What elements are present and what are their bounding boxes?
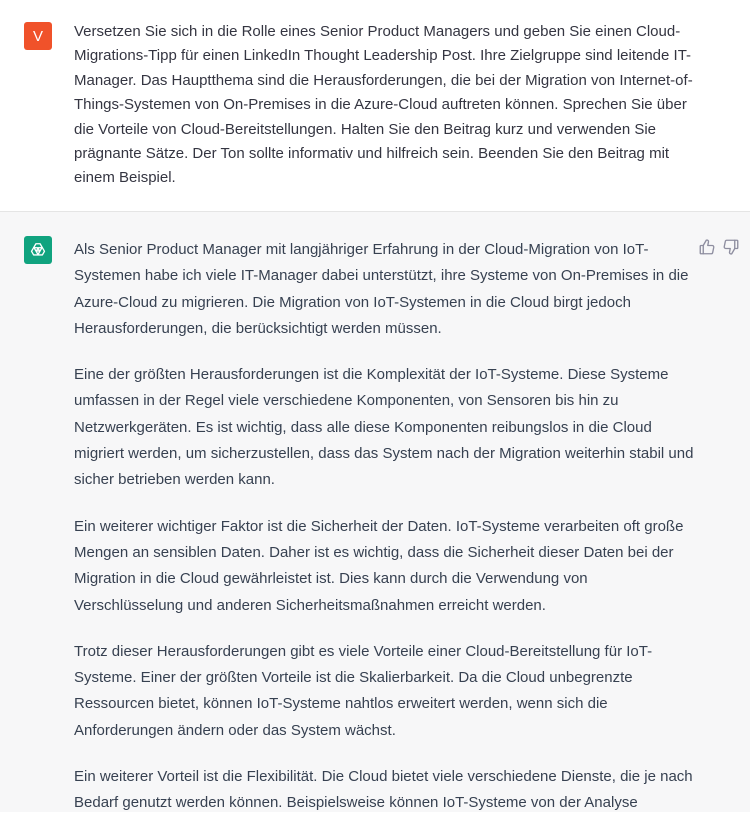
assistant-message (0, 212, 750, 812)
user-message-text: Versetzen Sie sich in die Rolle eines Senior Product Managers und geben Sie einen Cloud-Migrations-Tipp für einen LinkedIn Thought Leadership Post. Ihre Zielgruppe sind leitende IT-Manager. Das Hauptthema sind die Herausforderungen, die bei der Migration von Internet-of-Things-Systemen von On-Premises in die Azure-Cloud auftreten können. Sprechen Sie über die Vorteile von Cloud-Bereitstellungen. Halten Sie den Beitrag kurz und verwenden Sie prägnante Sätze. Der Ton sollte informativ und hilfreich sein. Beenden Sie den Beitrag mit einem Beispiel. (74, 23, 693, 187)
user-message (0, 0, 750, 212)
assistant-paragraph: Trotz dieser Herausforderungen gibt es viele Vorteile einer Cloud-Bereitstellung für IoT-Systeme. Einer der größten Vorteile ist die Skalierbarkeit. Da die Cloud unbegrenzte Ressourcen bietet, können IoT-Systeme nahtlos erweitert werden, wenn sich die Anforderungen ändern oder das System wächst. (74, 642, 653, 739)
feedback-buttons (698, 238, 740, 256)
assistant-paragraph: Ein weiterer wichtiger Faktor ist die Sicherheit der Daten. IoT-Systeme verarbeiten oft große Mengen an sensiblen Daten. Daher ist es wichtig, dass die Sicherheit dieser Daten bei der Migration in die Cloud gewährleistet ist. Dies kann durch die Verwendung von Verschlüsselung und anderen Sicherheitsmaßnahmen erreicht werden. (74, 517, 684, 614)
assistant-paragraph: Ein weiterer Vorteil ist die Flexibilität. Die Cloud bietet viele verschiedene Dienste, die je nach Bedarf genutzt werden können. Beispielsweise können IoT-Systeme von der Analyse (74, 768, 693, 812)
assistant-message-body (74, 237, 694, 837)
thumbs-up-icon[interactable] (698, 238, 716, 256)
user-avatar-letter: V (32, 27, 43, 45)
assistant-paragraph: Als Senior Product Manager mit langjähriger Erfahrung in der Cloud-Migration von IoT-Systemen habe ich viele IT-Manager dabei unterstützt, ihre Systeme von On-Premises in die Azure-Cloud zu migrieren. Die Migration von IoT-Systemen in die Cloud birgt jedoch Herausforderungen, die berücksichtigt werden müssen. (74, 241, 689, 337)
assistant-paragraph: Eine der größten Herausforderungen ist die Komplexität der IoT-Systeme. Diese Systeme umfassen in der Regel viele verschiedene Komponenten, von Sensoren bis hin zu Netzwerkgeräten. Es ist wichtig, dass alle diese Komponenten reibungslos in die Cloud migriert werden, um sicherzustellen, dass das System nach der Migration weiterhin stabil und sicher betrieben werden kann. (74, 366, 694, 489)
openai-logo-icon (24, 236, 52, 264)
user-avatar (24, 22, 52, 50)
thumbs-down-icon[interactable] (722, 238, 740, 256)
